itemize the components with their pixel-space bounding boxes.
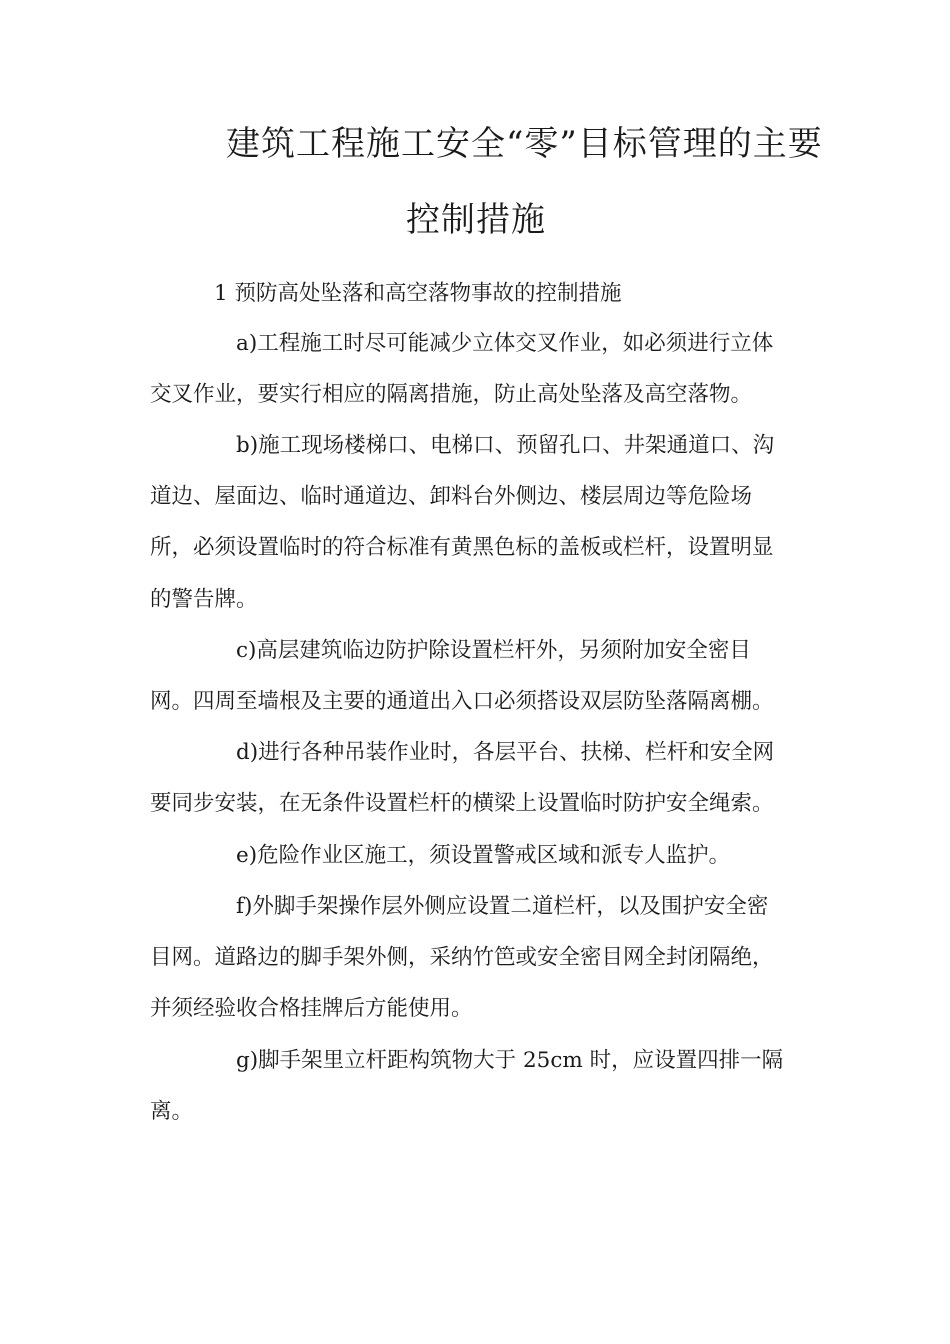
paragraph-d-line-1: d)进行各种吊装作业时，各层平台、扶梯、栏杆和安全网 (236, 740, 775, 765)
document-title-line-1: 建筑工程施工安全“零”目标管理的主要 (226, 124, 823, 164)
paragraph-f-line-3: 并须经验收合格挂牌后方能使用。 (150, 996, 473, 1021)
paragraph-c-line-2: 网。四周至墙根及主要的通道出入口必须搭设双层防坠落隔离棚。 (150, 689, 774, 714)
paragraph-b-line-1: b)施工现场楼梯口、电梯口、预留孔口、井架通道口、沟 (236, 433, 775, 458)
paragraph-b-line-2: 道边、屋面边、临时通道边、卸料台外侧边、楼层周边等危险场 (150, 484, 753, 509)
document-title-line-2: 控制措施 (406, 200, 546, 240)
paragraph-d-line-2: 要同步安装，在无条件设置栏杆的横梁上设置临时防护安全绳索。 (150, 791, 774, 816)
paragraph-g-line-1: g)脚手架里立杆距构筑物大于 25cm 时，应设置四排一隔 (236, 1048, 784, 1073)
paragraph-g-line-2: 离。 (150, 1099, 194, 1124)
paragraph-f-line-2: 目网。道路边的脚手架外侧，采纳竹笆或安全密目网全封闭隔绝， (150, 945, 774, 970)
paragraph-f-line-1: f)外脚手架操作层外侧应设置二道栏杆，以及围护安全密 (236, 894, 769, 919)
section-heading: 1 预防高处坠落和高空落物事故的控制措施 (214, 281, 622, 306)
paragraph-e-line-1: e)危险作业区施工，须设置警戒区域和派专人监护。 (236, 843, 731, 868)
paragraph-a-line-2: 交叉作业，要实行相应的隔离措施，防止高处坠落及高空落物。 (150, 382, 753, 407)
paragraph-c-line-1: c)高层建筑临边防护除设置栏杆外，另须附加安全密目 (236, 638, 751, 663)
paragraph-b-line-3: 所，必须设置临时的符合标准有黄黑色标的盖板或栏杆，设置明显 (150, 535, 774, 560)
paragraph-a-line-1: a)工程施工时尽可能减少立体交叉作业，如必须进行立体 (236, 331, 774, 356)
paragraph-b-line-4: 的警告牌。 (150, 587, 258, 612)
